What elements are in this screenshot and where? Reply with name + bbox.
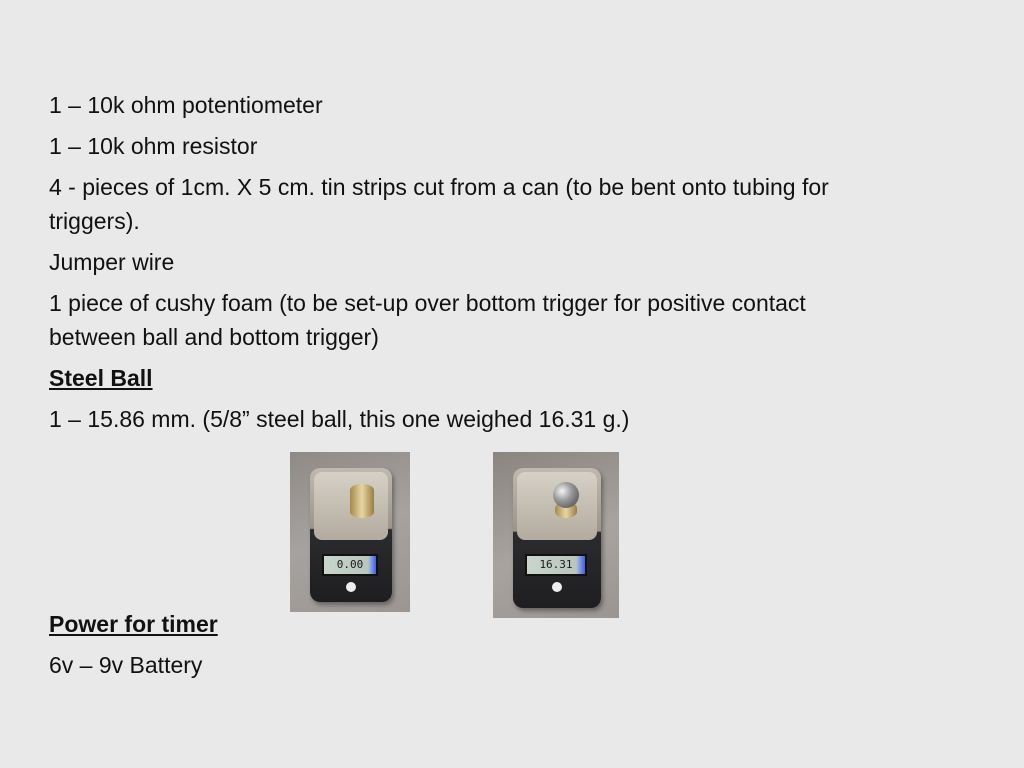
parts-line-potentiometer: 1 – 10k ohm potentiometer: [49, 92, 323, 118]
digital-scale: [310, 468, 392, 602]
power-description: 6v – 9v Battery: [49, 652, 203, 678]
parts-line-foam: 1 piece of cushy foam (to be set-up over bottom trigger for positive contact: [49, 290, 806, 316]
scale-display: 0.00: [322, 554, 378, 576]
scale-platform: [314, 472, 388, 540]
parts-line-foam-cont: between ball and bottom trigger): [49, 324, 379, 350]
steel-ball-heading: Steel Ball: [49, 365, 153, 391]
parts-line-tin-strips: 4 - pieces of 1cm. X 5 cm. tin strips cut from a can (to be bent onto tubing for: [49, 174, 829, 200]
power-heading: Power for timer: [49, 611, 218, 637]
digital-scale: [513, 468, 601, 608]
scale-button: [346, 582, 356, 592]
parts-line-jumper-wire: Jumper wire: [49, 249, 175, 275]
steel-ball: [553, 482, 579, 508]
scale-photo-empty: [290, 452, 410, 612]
scale-platform: [517, 472, 597, 540]
parts-line-resistor: 1 – 10k ohm resistor: [49, 133, 258, 159]
scale-photo-with-ball: [493, 452, 619, 618]
steel-ball-description: 1 – 15.86 mm. (5/8” steel ball, this one weighed 16.31 g.): [49, 406, 630, 432]
scale-button: [552, 582, 562, 592]
scale-display: 16.31: [525, 554, 587, 576]
brass-holder: [350, 484, 374, 518]
parts-line-tin-strips-cont: triggers).: [49, 208, 140, 234]
